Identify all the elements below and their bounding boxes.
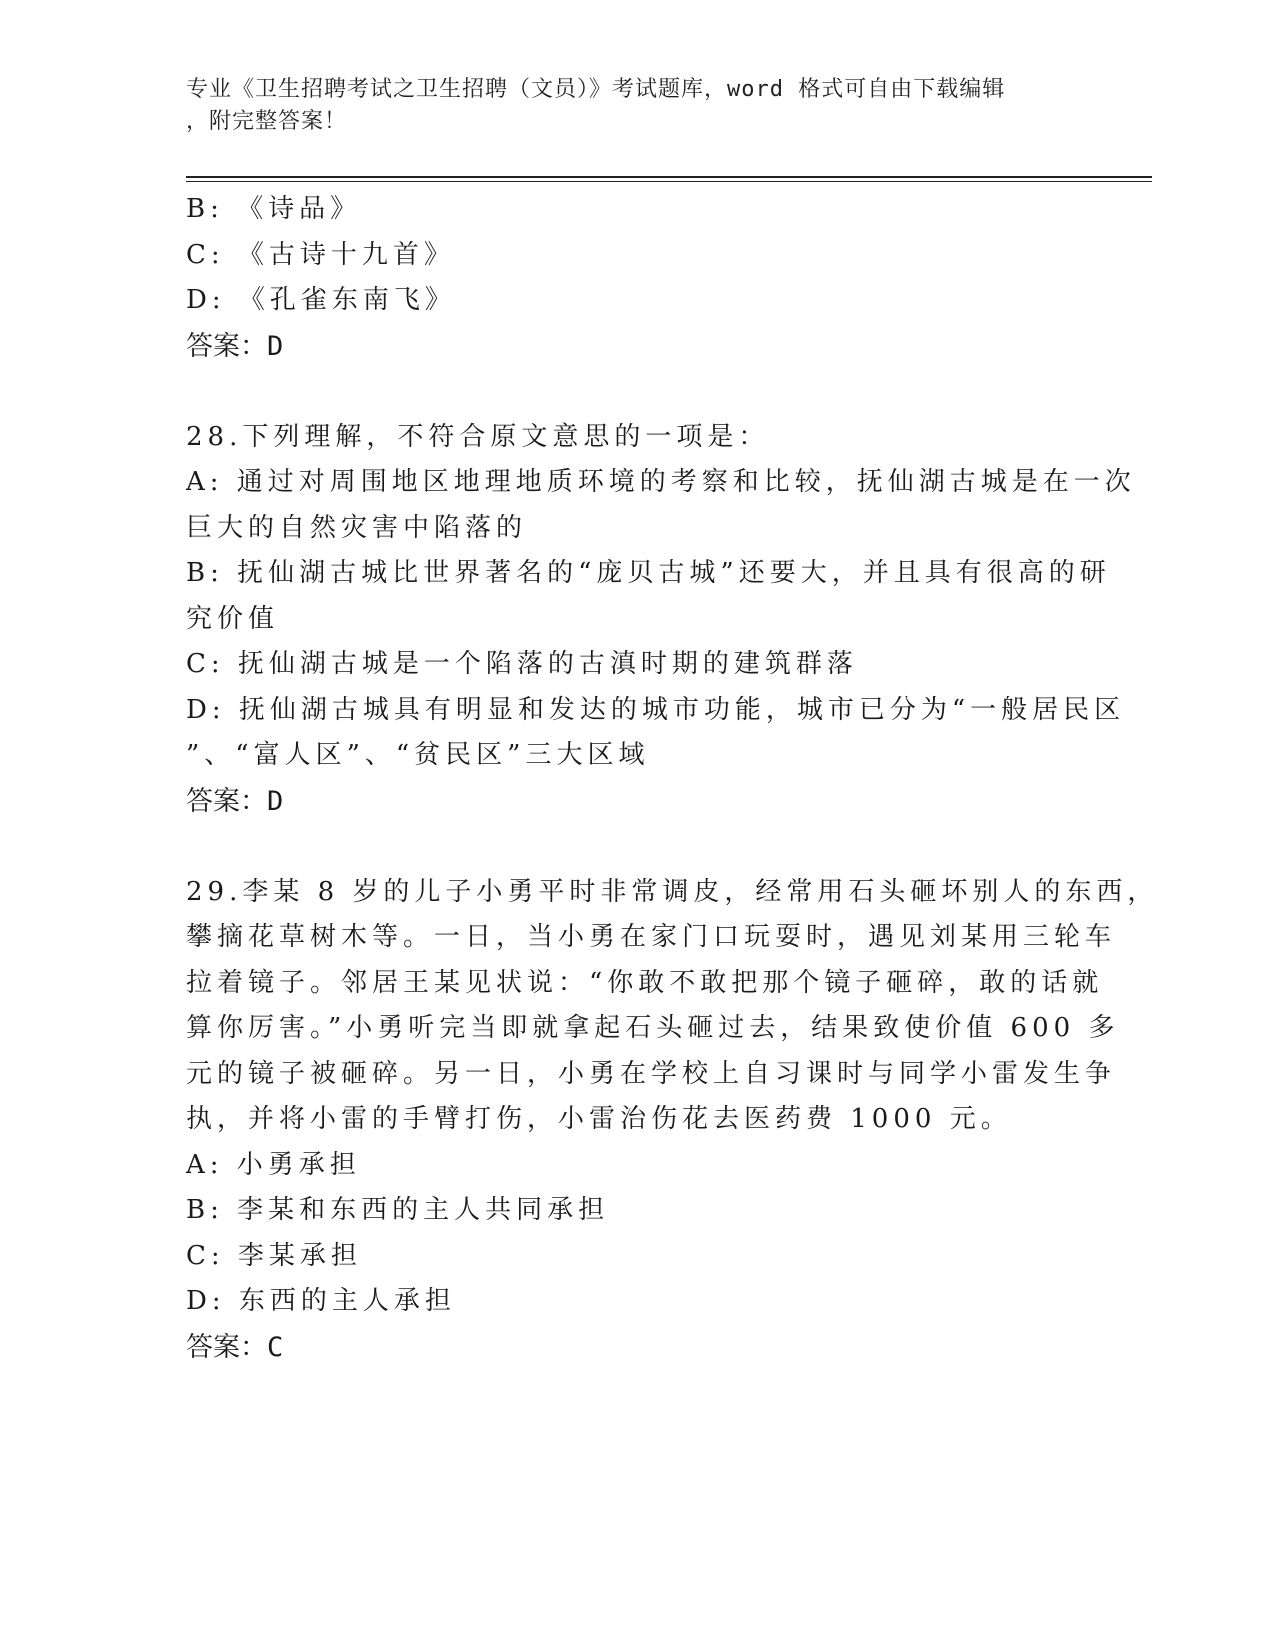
question-stem-line-4: 算你厉害。”小勇听完当即就拿起石头砸过去，结果致使价值 600 多 (186, 1013, 1120, 1043)
question-stem-line-1: 29.李某 8 岁的儿子小勇平时非常调皮，经常用石头砸坏别人的东西， (186, 876, 1159, 907)
answer-label: 答案： (186, 785, 267, 817)
question-stem-line-2: 攀摘花草树木等。一日，当小勇在家门口玩耍时，遇见刘某用三轮车 (186, 922, 1117, 952)
answer-value: D (267, 785, 284, 817)
question-stem-line-3: 拉着镜子。邻居王某见状说：“你敢不敢把那个镜子砸碎，敢的话就 (186, 967, 1104, 998)
document-header (186, 74, 1066, 138)
option-a-line-1: A: 通过对周围地区地理地质环境的考察和比较，抚仙湖古城是在一次 (186, 467, 1136, 497)
option-b: B: 李某和东西的主人共同承担 (186, 1195, 610, 1225)
option-c: C: 李某承担 (186, 1240, 362, 1271)
answer-line (186, 1325, 1086, 1371)
answer-line (186, 779, 1086, 825)
question-stem: 28.下列理解，不符合原文意思的一项是： (186, 421, 770, 452)
question-stem-line-6: 执，并将小雷的手臂打伤，小雷治伤花去医药费 1000 元。 (186, 1104, 1012, 1134)
document-body (186, 187, 1159, 1370)
option-c: C: 抚仙湖古城是一个陷落的古滇时期的建筑群落 (186, 649, 858, 679)
answer-value: C (267, 1331, 284, 1363)
option-b-line-2: 究价值 (186, 603, 280, 634)
option-d: D: 《孔雀东南飞》 (186, 285, 456, 315)
option-a-line-2: 巨大的自然灾害中陷落的 (186, 512, 528, 543)
question-stem-line-5: 元的镜子被砸碎。另一日，小勇在学校上自习课时与同学小雷发生争 (186, 1058, 1117, 1089)
answer-label: 答案： (186, 330, 267, 362)
prev-question (186, 187, 1086, 369)
question-28 (186, 415, 1136, 825)
answer-line (186, 324, 1086, 370)
header-divider-thin (186, 181, 1152, 182)
option-d: D: 东西的主人承担 (186, 1286, 456, 1316)
answer-label: 答案： (186, 1331, 267, 1363)
option-d-line-1: D: 抚仙湖古城具有明显和发达的城市功能，城市已分为“一般居民区 (186, 694, 1126, 725)
option-b: B: 《诗品》 (186, 194, 362, 224)
option-a: A: 小勇承担 (186, 1149, 361, 1180)
option-c: C: 《古诗十九首》 (186, 239, 455, 270)
header-divider-thick (186, 176, 1152, 178)
option-d-line-2: ”、“富人区”、“贫民区”三大区域 (186, 740, 650, 770)
header-line-1: 专业《卫生招聘考试之卫生招聘（文员）》考试题库，word 格式可自由下载编辑 (186, 77, 1006, 102)
answer-value: D (267, 330, 284, 362)
header-line-2: ，附完整答案！ (186, 109, 348, 134)
option-b-line-1: B: 抚仙湖古城比世界著名的“庞贝古城”还要大，并且具有很高的研 (186, 558, 1111, 588)
question-29 (186, 870, 1159, 1371)
